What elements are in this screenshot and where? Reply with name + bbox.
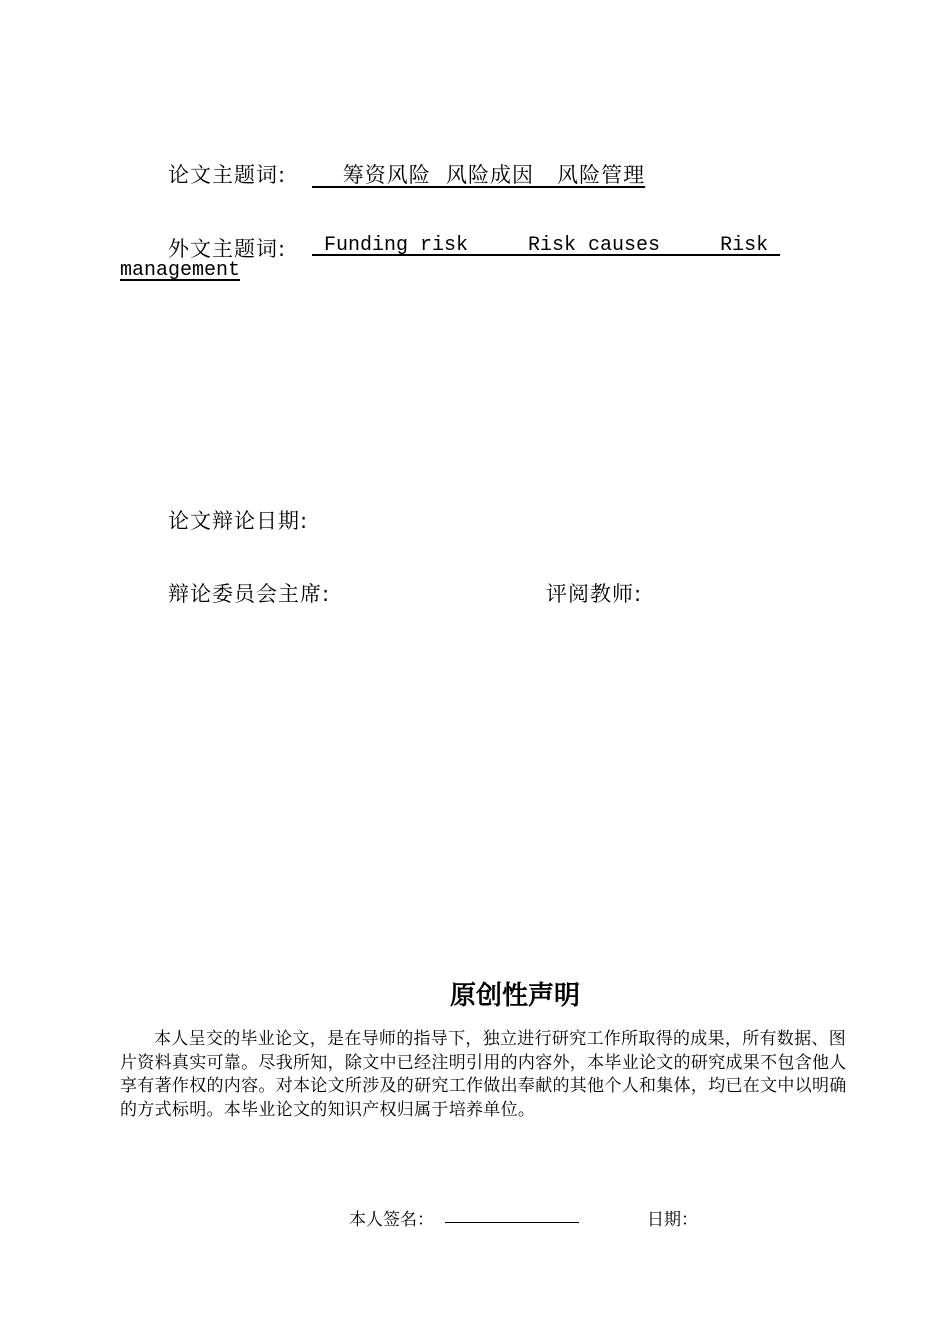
- signature-line: [445, 1222, 579, 1223]
- defense-date-label: 论文辩论日期:: [168, 509, 309, 533]
- defense-chair-label: 辩论委员会主席:: [168, 582, 331, 606]
- keywords-cn-value: 筹资风险 风险成因 风险管理: [312, 163, 646, 187]
- declaration-title: 原创性声明: [449, 981, 580, 1011]
- keywords-en-line1: Funding risk Risk causes Risk: [312, 234, 781, 257]
- signature-label: 本人签名：: [349, 1210, 434, 1230]
- reviewer-label: 评阅教师:: [546, 582, 643, 606]
- keywords-en-line2: management: [120, 259, 241, 282]
- declaration-body: 本人呈交的毕业论文，是在导师的指导下，独立进行研究工作所取得的成果，所有数据、图片资料真实可靠。尽我所知，除文中已经注明引用的内容外，本毕业论文的研究成果不包含他人享有著作权的内容。对本论文所涉及的研究工作做出奉献的其他个人和集体，均已在文中以明确的方式标明。本毕业论文的知识产权归属于培养单位。: [120, 1029, 847, 1120]
- keywords-cn-label: 论文主题词:: [168, 163, 287, 187]
- signature-date-label: 日期：: [647, 1210, 698, 1230]
- keywords-en-label: 外文主题词:: [168, 237, 287, 261]
